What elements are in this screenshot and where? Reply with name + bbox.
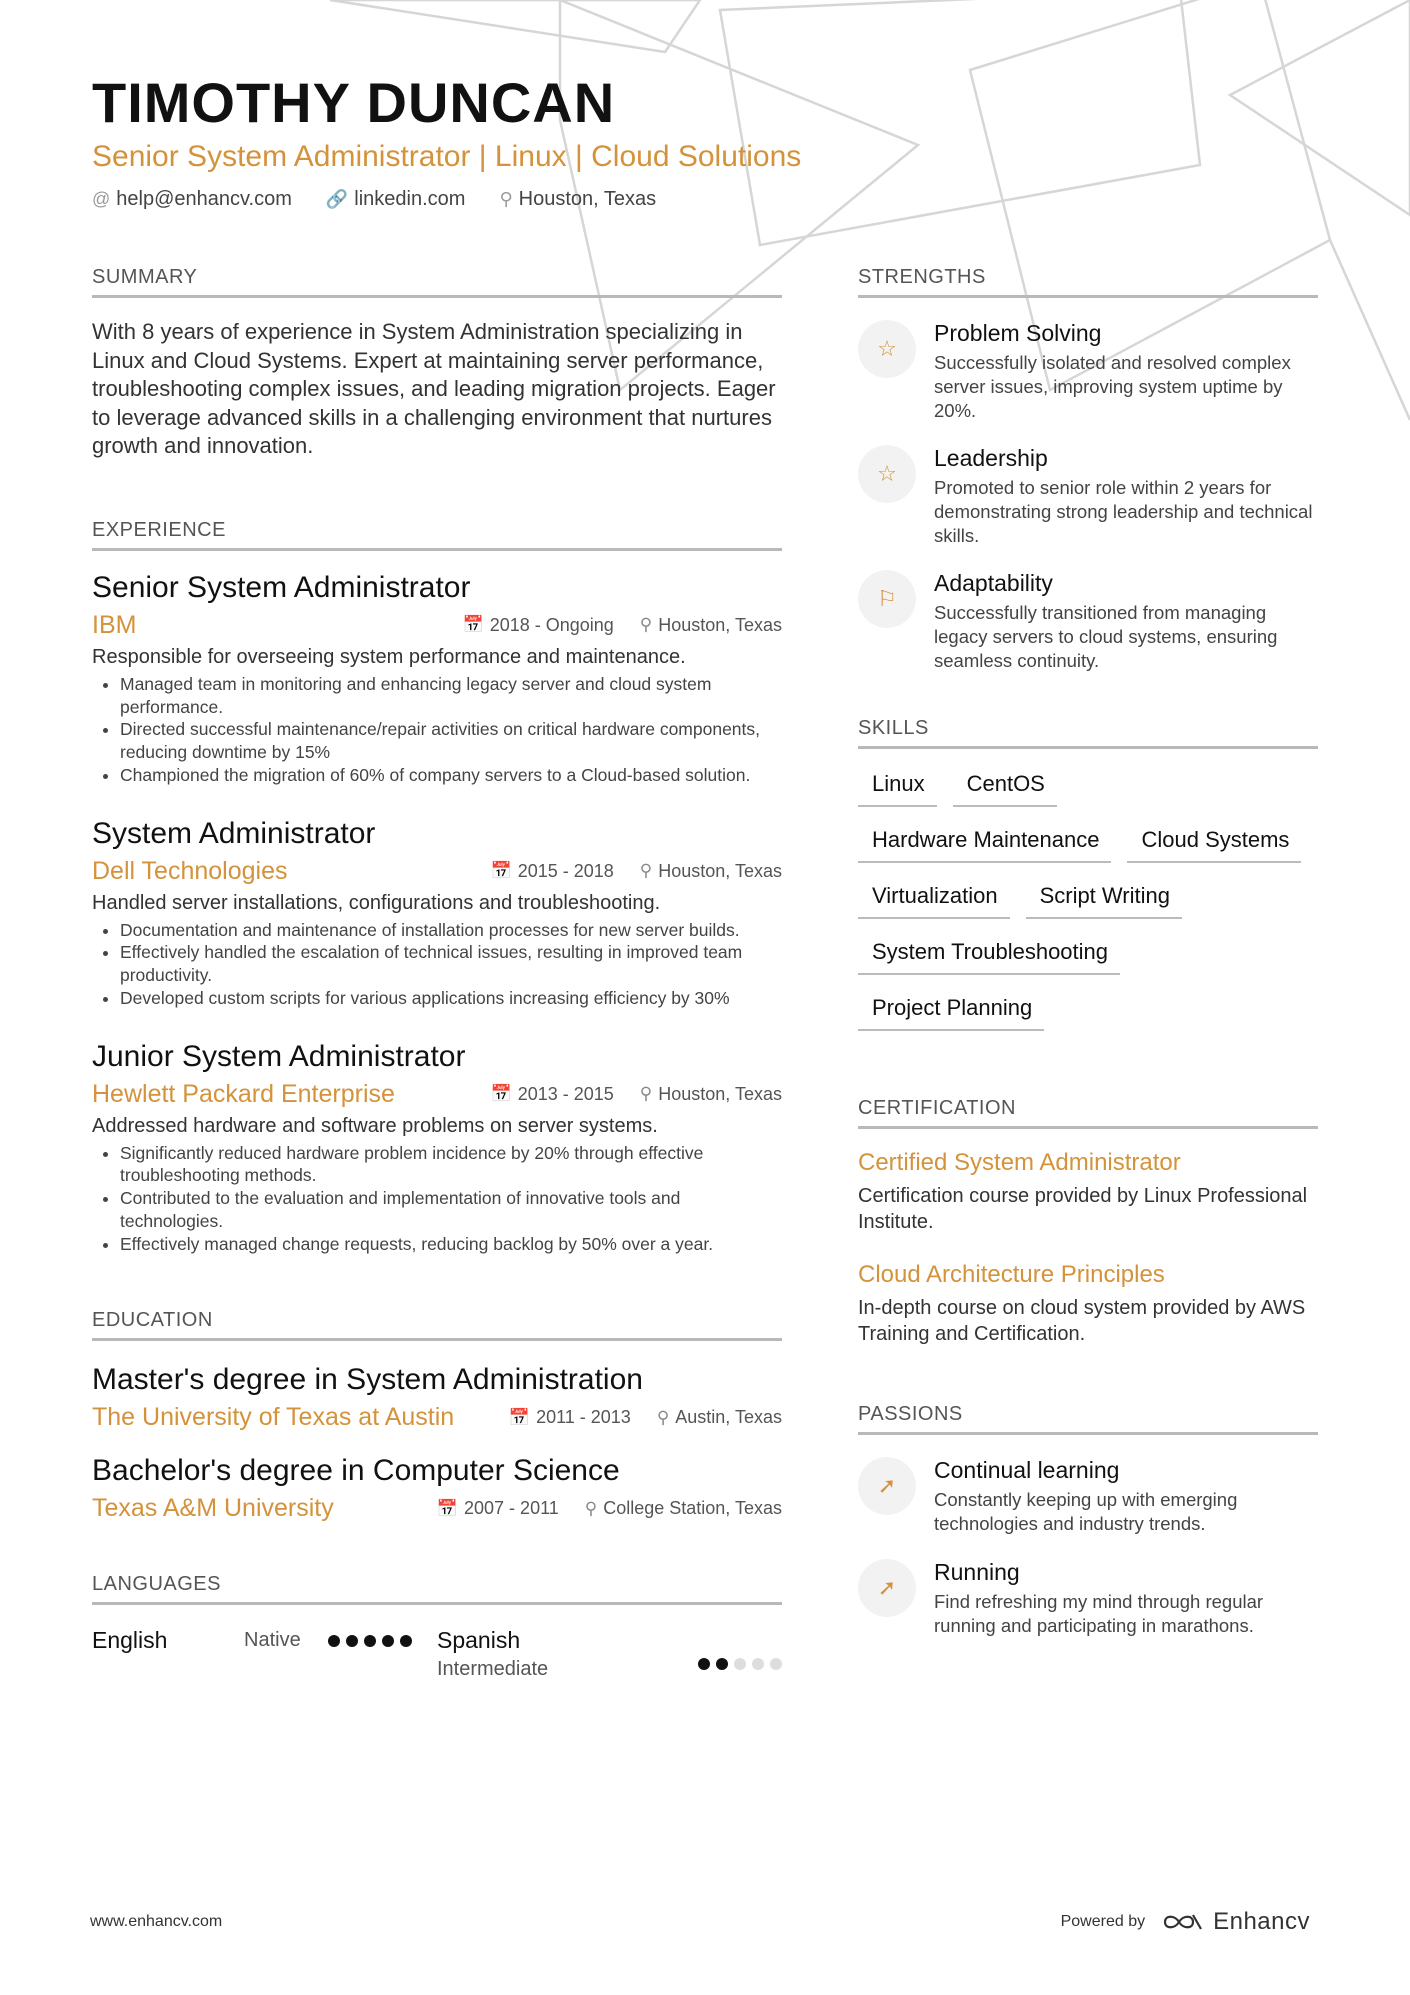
- strength-title: Adaptability: [934, 570, 1053, 597]
- skills-section: [858, 717, 1318, 1031]
- list-item: • Documentation and maintenance of installation processes for new server builds.: [120, 919, 782, 942]
- skills-list: [858, 771, 1318, 1031]
- rating-dot-empty: [752, 1658, 764, 1670]
- rating-dot-empty: [734, 1658, 746, 1670]
- skill-tag: System Troubleshooting: [858, 939, 1120, 975]
- passion-title: Running: [934, 1558, 1020, 1585]
- education-location: [585, 1498, 782, 1519]
- strength-title: Problem Solving: [934, 320, 1102, 346]
- strength-text: [934, 445, 1318, 548]
- summary-text: With 8 years of experience in System Administration specializing in Linux and Cloud Systems. Expert at maintaining server performance, troubleshooting complex issues, and leading migration projects. Eager to leverage advanced skills in a challenging environment that nurtures growth and innovation.: [92, 319, 776, 459]
- certification-item: [858, 1261, 1318, 1347]
- company-name: IBM: [92, 610, 137, 639]
- passion-text: [934, 1457, 1318, 1536]
- job-meta: [92, 1080, 782, 1109]
- certification-heading: CERTIFICATION: [858, 1097, 1318, 1129]
- contact-linkedin[interactable]: [326, 188, 466, 211]
- resume-header: [92, 72, 1292, 211]
- language-spanish: [437, 1627, 782, 1681]
- job-bullets: [92, 919, 782, 1010]
- candidate-name: TIMOTHY DUNCAN: [92, 71, 616, 134]
- dates-text: 2007 - 2011: [464, 1498, 559, 1519]
- skill-tag: CentOS: [953, 771, 1057, 807]
- education-entry: [92, 1454, 782, 1523]
- summary-heading: SUMMARY: [92, 266, 782, 298]
- education-dates: [437, 1498, 559, 1519]
- rating-dot-empty: [770, 1658, 782, 1670]
- education-meta: [92, 1403, 782, 1432]
- calendar-icon: 📅: [490, 861, 512, 881]
- experience-section: [92, 519, 782, 1256]
- location-pin-icon: ⚲: [584, 1498, 598, 1518]
- location-pin-icon: ⚲: [639, 1084, 653, 1104]
- language-rating: [328, 1635, 412, 1647]
- strength-desc: Promoted to senior role within 2 years for demonstrating strong leadership and technical skills.: [934, 477, 1313, 547]
- contact-location: [499, 188, 656, 211]
- job-location: [640, 861, 782, 882]
- education-entry: [92, 1363, 782, 1432]
- calendar-icon: 📅: [436, 1498, 459, 1518]
- passion-desc: Constantly keeping up with emerging technologies and industry trends.: [934, 1489, 1238, 1535]
- dates-text: 2011 - 2013: [536, 1407, 631, 1428]
- running-icon: ➚: [858, 1559, 916, 1617]
- calendar-icon: 📅: [462, 615, 484, 635]
- experience-heading: EXPERIENCE: [92, 519, 782, 551]
- location-text: Houston, Texas: [658, 614, 782, 635]
- list-item: • Effectively handled the escalation of technical issues, resulting in improved team productivity.: [120, 941, 782, 987]
- skill-tag: Virtualization: [858, 883, 1010, 919]
- star-icon: ☆: [858, 320, 916, 378]
- email-text: help@enhancv.com: [116, 187, 292, 210]
- passion-title: Continual learning: [934, 1457, 1120, 1484]
- skill-tag: Script Writing: [1026, 883, 1182, 919]
- strength-title: Leadership: [934, 445, 1048, 472]
- powered-label: Powered by: [1060, 1913, 1146, 1930]
- job-dates: [491, 861, 614, 882]
- company-name: Dell Technologies: [92, 856, 288, 885]
- dates-text: 2015 - 2018: [517, 860, 614, 881]
- page-footer: [90, 1908, 1310, 1936]
- right-column: [858, 266, 1318, 1638]
- certification-item: [858, 1149, 1318, 1235]
- language-level: Native: [244, 1629, 301, 1652]
- left-column: [92, 266, 782, 1681]
- skill-tag: Project Planning: [858, 995, 1044, 1031]
- certification-title: Certified System Administrator: [858, 1149, 1181, 1177]
- location-text: College Station, Texas: [603, 1498, 782, 1519]
- job-entry: [92, 571, 782, 787]
- candidate-title: Senior System Administrator | Linux | Cloud Solutions: [92, 139, 802, 173]
- rating-dot-filled: [382, 1635, 394, 1647]
- list-item: • Effectively managed change requests, reducing backlog by 50% over a year.: [120, 1233, 782, 1256]
- location-pin-icon: ⚲: [656, 1407, 670, 1427]
- strengths-heading: STRENGTHS: [858, 266, 1318, 298]
- strength-item: [858, 445, 1318, 548]
- language-level: Intermediate: [437, 1658, 549, 1681]
- at-icon: @: [92, 188, 111, 209]
- skill-tag: Hardware Maintenance: [858, 827, 1111, 863]
- language-rating: [698, 1647, 782, 1681]
- location-pin-icon: ⚲: [499, 188, 513, 209]
- strength-item: [858, 320, 1318, 423]
- job-bullets: [92, 1142, 782, 1256]
- star-icon: ☆: [858, 445, 916, 503]
- location-text: Houston, Texas: [658, 1083, 782, 1104]
- certification-title: Cloud Architecture Principles: [858, 1261, 1165, 1289]
- job-title: System Administrator: [92, 816, 376, 850]
- summary-section: [92, 266, 782, 461]
- list-item: • Championed the migration of 60% of company servers to a Cloud-based solution.: [120, 764, 782, 787]
- education-dates: [509, 1407, 631, 1428]
- rating-dot-filled: [716, 1658, 728, 1670]
- running-icon: ➚: [858, 1457, 916, 1515]
- rating-dot-filled: [698, 1658, 710, 1670]
- job-bullets: [92, 673, 782, 787]
- linkedin-text: linkedin.com: [354, 187, 466, 210]
- skill-tag: Linux: [858, 771, 937, 807]
- brand-logo[interactable]: [1161, 1908, 1310, 1936]
- calendar-icon: 📅: [490, 1084, 512, 1104]
- calendar-icon: 📅: [508, 1407, 531, 1427]
- certification-section: [858, 1097, 1318, 1347]
- language-english: [92, 1627, 437, 1654]
- list-item: • Contributed to the evaluation and implementation of innovative tools and technologies.: [120, 1187, 782, 1233]
- location-pin-icon: ⚲: [639, 861, 653, 881]
- languages-row: [92, 1627, 782, 1681]
- strength-text: [934, 570, 1318, 673]
- certification-desc: Certification course provided by Linux Professional Institute.: [858, 1185, 1308, 1234]
- job-location: [640, 615, 782, 636]
- location-text: Houston, Texas: [658, 860, 782, 881]
- passions-section: [858, 1403, 1318, 1637]
- list-item: • Significantly reduced hardware problem incidence by 20% through effective troubleshooting methods.: [120, 1142, 782, 1188]
- job-meta: [92, 611, 782, 640]
- list-item: • Directed successful maintenance/repair activities on critical hardware components, reducing downtime by 15%: [120, 718, 782, 764]
- job-dates: [463, 615, 614, 636]
- education-heading: EDUCATION: [92, 1309, 782, 1341]
- job-entry: [92, 1040, 782, 1256]
- education-section: [92, 1309, 782, 1523]
- rating-dot-filled: [346, 1635, 358, 1647]
- skills-heading: SKILLS: [858, 717, 1318, 749]
- list-item: • Developed custom scripts for various applications increasing efficiency by 30%: [120, 987, 782, 1010]
- degree-title: Master's degree in System Administration: [92, 1363, 643, 1397]
- dates-text: 2013 - 2015: [517, 1083, 614, 1104]
- powered-by: [1061, 1908, 1310, 1936]
- job-description: Responsible for overseeing system performance and maintenance.: [92, 645, 686, 668]
- link-icon: 🔗: [325, 188, 349, 209]
- strength-desc: Successfully transitioned from managing legacy servers to cloud systems, ensuring seamless continuity.: [934, 602, 1278, 672]
- job-meta: [92, 857, 782, 886]
- job-entry: [92, 817, 782, 1010]
- contact-row: [92, 188, 1292, 211]
- job-title: Senior System Administrator: [92, 570, 471, 604]
- certification-desc: In-depth course on cloud system provided by AWS Training and Certification.: [858, 1297, 1306, 1346]
- rating-dot-filled: [400, 1635, 412, 1647]
- job-description: Addressed hardware and software problems on server systems.: [92, 1114, 658, 1137]
- passions-heading: PASSIONS: [858, 1403, 1318, 1435]
- passion-item: [858, 1559, 1318, 1638]
- job-dates: [491, 1084, 614, 1105]
- strength-text: [934, 320, 1318, 423]
- passion-item: [858, 1457, 1318, 1536]
- school-name: Texas A&M University: [92, 1494, 334, 1523]
- degree-title: Bachelor's degree in Computer Science: [92, 1454, 620, 1488]
- education-meta: [92, 1494, 782, 1523]
- job-title: Junior System Administrator: [92, 1039, 466, 1073]
- dates-text: 2018 - Ongoing: [489, 614, 614, 635]
- language-name: English: [92, 1627, 168, 1654]
- contact-email[interactable]: [92, 188, 292, 211]
- enhancv-logo-icon: [1161, 1911, 1205, 1933]
- strengths-section: [858, 266, 1318, 673]
- brand-name: Enhancv: [1213, 1908, 1310, 1935]
- location-text: Houston, Texas: [518, 187, 657, 210]
- skill-tag: Cloud Systems: [1127, 827, 1301, 863]
- education-location: [657, 1407, 782, 1428]
- location-pin-icon: ⚲: [639, 615, 653, 635]
- job-location: [640, 1084, 782, 1105]
- strength-item: [858, 570, 1318, 673]
- rating-dot-filled: [328, 1635, 340, 1647]
- job-description: Handled server installations, configurations and troubleshooting.: [92, 891, 661, 914]
- school-name: The University of Texas at Austin: [92, 1403, 455, 1432]
- company-name: Hewlett Packard Enterprise: [92, 1079, 395, 1108]
- language-name: Spanish: [437, 1627, 521, 1654]
- passion-desc: Find refreshing my mind through regular running and participating in marathons.: [934, 1590, 1264, 1636]
- strength-desc: Successfully isolated and resolved complex server issues, improving system uptime by 20%.: [934, 352, 1291, 422]
- languages-heading: LANGUAGES: [92, 1573, 782, 1605]
- rating-dot-filled: [364, 1635, 376, 1647]
- flag-icon: ⚐: [858, 570, 916, 628]
- list-item: • Managed team in monitoring and enhancing legacy server and cloud system performance.: [120, 673, 782, 719]
- footer-url[interactable]: www.enhancv.com: [90, 1913, 223, 1930]
- languages-section: [92, 1573, 782, 1681]
- location-text: Austin, Texas: [675, 1407, 782, 1428]
- passion-text: [934, 1559, 1318, 1638]
